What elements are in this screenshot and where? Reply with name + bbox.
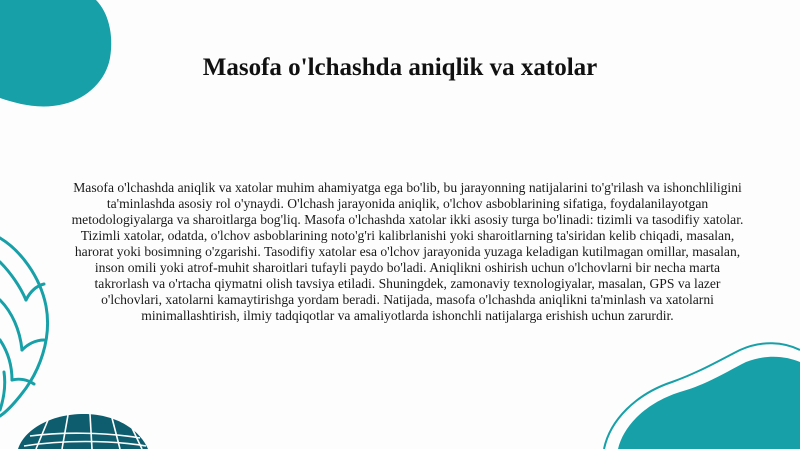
- slide-title: Masofa o'lchashda aniqlik va xatolar: [202, 54, 598, 81]
- slide-body-text: Masofa o'lchashda aniqlik va xatolar muhim ahamiyatga ega bo'lib, bu jarayonning natijalarini to'g'rilash va ishonchliligini ta'minlashda asosiy rol o'ynaydi. O'lchash jarayonida aniqlik, o'lchov asboblarining sifatiga, foydalanilayotgan metodologiyalarga va sharoitlarga bog'liq. Masofa o'lchashda xatolar ikki asosiy turga bo'linadi: tizimli va tasodifiy xatolar. Tizimli xatolar, odatda, o'lchov asboblarining noto'g'ri kalibrlanishi yoki sharoitlarning ta'siridan kelib chiqadi, masalan, harorat yoki bosimning o'zgarishi. Tasodifiy xatolar esa o'lchov jarayonida yuzaga keladigan kutilmagan omillar, masalan, inson omili yoki atrof-muhit sharoitlari tufayli paydo bo'ladi. Aniqlikni oshirish uchun o'lchovlarni bir necha marta takrorlash va o'rtacha qiymatni olish tavsiya etiladi. Shuningdek, zamonaviy texnologiyalar, masalan, GPS va lazer o'lchovlari, xatolarni kamaytirishga yordam beradi. Natijada, masofa o'lchashda aniqlikni ta'minlash va xatolarni minimallashtirish, ilmiy tadqiqotlar va amaliyotlarda ishonchli natijalarga erishish uchun zarurdir.: [71, 180, 744, 323]
- globe-grid-bottom-left: [18, 414, 148, 449]
- leaf-outline-left: [0, 238, 48, 416]
- teal-wave-bottom-right: [618, 357, 800, 449]
